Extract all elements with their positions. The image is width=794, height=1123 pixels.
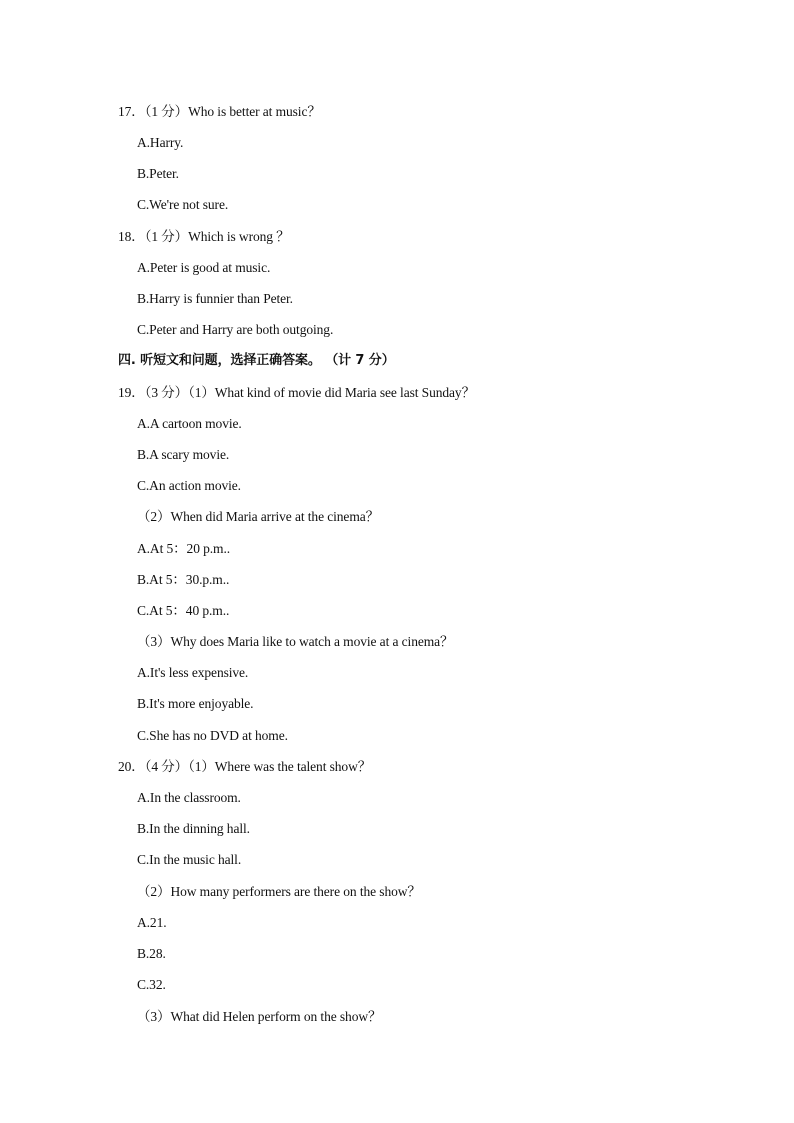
q17-option-a: A.Harry.	[137, 135, 184, 150]
question-18-text: 18．（1 分）Which is wrong ？	[118, 229, 290, 244]
q20-2-option-b: B.28.	[137, 946, 166, 961]
question-19-part-3: （3）Why does Maria like to watch a movie at a cinema？	[137, 634, 454, 649]
q19-1-option-a: A.A cartoon movie.	[137, 416, 242, 431]
q19-3-option-c: C.She has no DVD at home.	[137, 728, 288, 743]
q20-1-option-a: A.In the classroom.	[137, 790, 241, 805]
question-20-part-2: （2）How many performers are there on the show？	[137, 884, 421, 899]
q19-1-option-b: B.A scary movie.	[137, 447, 230, 462]
q19-2-option-a: A.At 5：20 p.m..	[137, 541, 231, 556]
question-19-part-2: （2）When did Maria arrive at the cinema？	[137, 509, 380, 524]
q20-1-option-c: C.In the music hall.	[137, 852, 242, 867]
question-20-part-3: （3）What did Helen perform on the show？	[137, 1009, 382, 1024]
q18-option-b: B.Harry is funnier than Peter.	[137, 291, 293, 306]
q19-2-option-b: B.At 5：30.p.m..	[137, 572, 230, 587]
q17-option-c: C.We're not sure.	[137, 197, 229, 212]
q20-1-option-b: B.In the dinning hall.	[137, 821, 250, 836]
q19-2-option-c: C.At 5：40 p.m..	[137, 603, 230, 618]
q19-3-option-a: A.It's less expensive.	[137, 665, 249, 680]
q20-2-option-a: A.21.	[137, 915, 167, 930]
q19-3-option-b: B.It's more enjoyable.	[137, 696, 254, 711]
section-4-heading: 四. 听短文和问题，选择正确答案。 （计 7 分）	[118, 353, 395, 368]
q17-option-b: B.Peter.	[137, 166, 179, 181]
question-19-text: 19．（3 分）（1）What kind of movie did Maria see last Sunday？	[118, 385, 475, 400]
q20-2-option-c: C.32.	[137, 977, 166, 992]
q18-option-a: A.Peter is good at music.	[137, 260, 271, 275]
question-17-text: 17．（1 分）Who is better at music？	[118, 104, 321, 119]
question-20-text: 20．（4 分）（1）Where was the talent show？	[118, 759, 372, 774]
q19-1-option-c: C.An action movie.	[137, 478, 241, 493]
q18-option-c: C.Peter and Harry are both outgoing.	[137, 322, 334, 337]
